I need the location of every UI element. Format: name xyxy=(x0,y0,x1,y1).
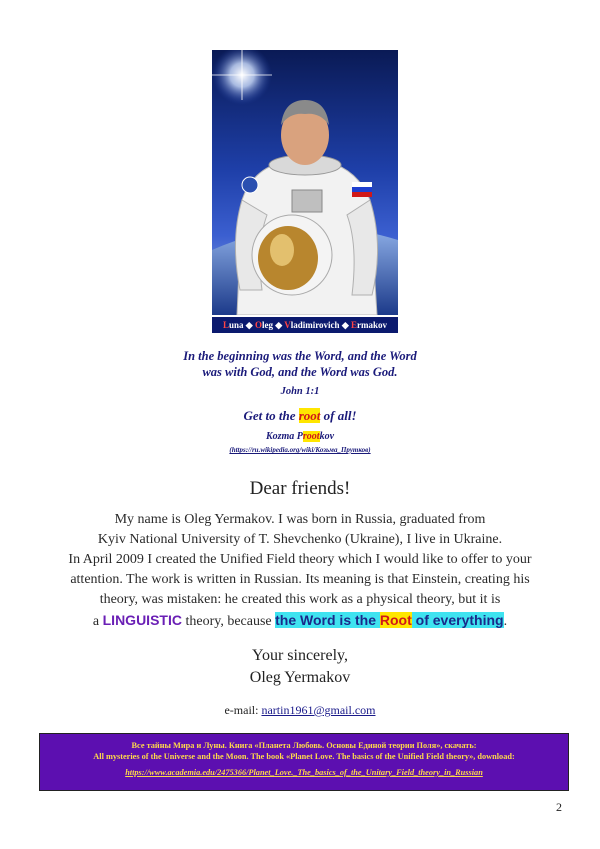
letter-text: . xyxy=(503,614,508,629)
author-part: Kozma P xyxy=(265,431,303,442)
word-is-root-highlight xyxy=(275,612,503,628)
letter-text: theory, because xyxy=(181,614,276,629)
banner-line-english: All mysteries of the Universe and the Moon. The book «Planet Love. The basics of the Unified Field theory», download: xyxy=(93,752,515,761)
letter-line: In April 2009 I created the Unified Field theory which I would like to offer to your xyxy=(68,552,532,567)
caption-word: ladimirovich xyxy=(290,320,340,330)
root-highlight: Root xyxy=(379,612,412,628)
closing xyxy=(0,645,600,689)
caption-word: rmakov xyxy=(357,320,387,330)
letter-body xyxy=(40,510,560,632)
letter-line: attention. The work is written in Russian. Its meaning is that Einstein, creating his xyxy=(70,572,530,587)
letter-line: theory, was mistaken: he created this work as a physical theory, but it is xyxy=(99,592,501,607)
banner-line-russian: Все тайны Мира и Луны. Книга «Планета Любовь. Основы Единой теории Поля», скачать: xyxy=(131,741,477,750)
caption-letter: O xyxy=(254,320,262,330)
download-banner xyxy=(39,733,569,791)
motto-highlight-root: root xyxy=(298,408,321,423)
highlight-text: the Word is the xyxy=(275,612,380,628)
caption-separator: ◆ xyxy=(272,320,285,330)
caption-separator: ◆ xyxy=(243,320,255,330)
caption-letter: E xyxy=(350,320,357,330)
caption-separator: ◆ xyxy=(339,320,351,330)
page-number: 2 xyxy=(556,800,562,814)
caption-word: una xyxy=(229,320,244,330)
epigraph-quote xyxy=(0,348,600,380)
portrait-caption xyxy=(212,317,398,333)
caption-letter: L xyxy=(222,320,229,330)
closing-line: Your sincerely, xyxy=(252,647,348,664)
astronaut-portrait-image xyxy=(212,50,398,315)
highlight-text: of everything xyxy=(411,612,504,628)
motto-text-before: Get to the xyxy=(243,408,299,423)
signature-name: Oleg Yermakov xyxy=(249,669,351,686)
caption-letter: V xyxy=(284,320,291,330)
epigraph-source: John 1:1 xyxy=(280,386,320,397)
epigraph-line-1: In the beginning was the Word, and the Word xyxy=(183,349,417,363)
linguistic-emphasis: LINGUISTIC xyxy=(102,612,182,628)
motto-line xyxy=(0,408,600,424)
letter-text: a xyxy=(92,614,103,629)
email-link[interactable]: nartin1961@gmail.com xyxy=(261,703,376,717)
author-part: kov xyxy=(319,431,335,442)
epigraph-line-2: was with God, and the Word was God. xyxy=(202,365,398,379)
email-label: e-mail: xyxy=(224,703,262,717)
letter-line: Kyiv National University of T. Shevchenko (Ukraine), I live in Ukraine. xyxy=(97,532,503,547)
email-line xyxy=(0,703,600,718)
astronaut-illustration xyxy=(212,50,398,315)
motto-text-after: of all! xyxy=(320,408,357,423)
author-highlight-root: root xyxy=(302,431,320,442)
greeting-heading: Dear friends! xyxy=(249,478,351,499)
caption-word: leg xyxy=(261,320,273,330)
wikipedia-link[interactable] xyxy=(0,446,600,454)
letter-line: My name is Oleg Yermakov. I was born in Russia, graduated from xyxy=(114,512,486,527)
motto-author xyxy=(0,431,600,442)
letter-line xyxy=(40,610,560,632)
academia-download-link[interactable]: https://www.academia.edu/2475366/Planet_Love._The_basics_of_the_Unitary_Field_theory_in_Russian xyxy=(125,768,483,777)
wikipedia-link-text[interactable]: (https://ru.wikipedia.org/wiki/Козьма_Прутков) xyxy=(229,446,371,454)
